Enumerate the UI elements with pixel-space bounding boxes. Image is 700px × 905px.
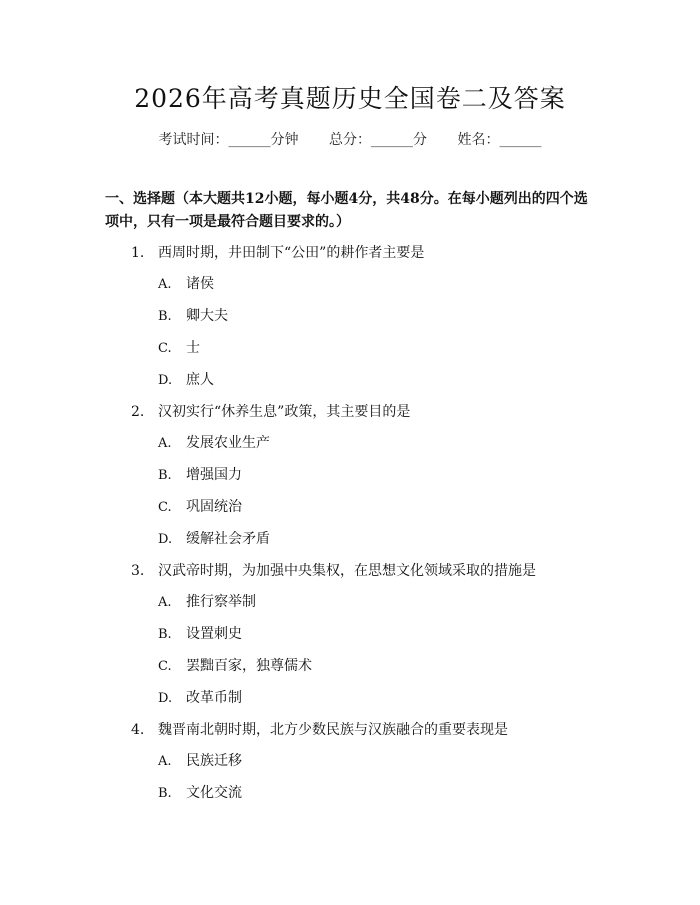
option-text: 文化交流 (186, 785, 242, 801)
question-number: 4. (131, 722, 145, 738)
option-text: 推行察举制 (186, 594, 256, 610)
question-4-option-a (158, 751, 242, 772)
option-text: 发展农业生产 (186, 435, 270, 451)
option-letter: C. (158, 500, 172, 515)
question-3 (131, 561, 536, 581)
option-text: 士 (186, 340, 200, 356)
question-1-option-a (158, 274, 214, 295)
question-number: 2. (131, 404, 145, 420)
question-1-option-b (158, 306, 228, 327)
option-letter: B. (158, 468, 172, 483)
option-text: 增强国力 (186, 467, 242, 483)
option-letter: D. (158, 691, 173, 706)
option-letter: A. (158, 595, 172, 610)
option-text: 改革币制 (186, 690, 242, 706)
question-2-option-a (158, 433, 270, 454)
question-3-option-a (158, 592, 256, 613)
option-letter: D. (158, 373, 173, 388)
question-number: 1. (131, 245, 145, 261)
section-heading: 一、选择题（本大题共12小题，每小题4分，共48分。在每小题列出的四个选项中，只有一项是最符合题目要求的。） (105, 191, 588, 230)
exam-time-field: 考试时间：______分钟 (158, 132, 299, 148)
option-text: 庶人 (186, 372, 214, 388)
question-1 (131, 243, 424, 263)
page-title: 2026年高考真题历史全国卷二及答案 (134, 84, 566, 113)
option-letter: A. (158, 754, 172, 769)
option-text: 缓解社会矛盾 (186, 531, 270, 547)
option-letter: B. (158, 309, 172, 324)
question-text: 汉武帝时期，为加强中央集权，在思想文化领域采取的措施是 (158, 563, 536, 579)
option-letter: C. (158, 659, 172, 674)
option-letter: C. (158, 341, 172, 356)
option-letter: A. (158, 436, 172, 451)
option-text: 卿大夫 (186, 308, 228, 324)
question-text: 汉初实行“休养生息”政策，其主要目的是 (158, 404, 411, 420)
question-2-option-b (158, 465, 242, 486)
option-text: 民族迁移 (186, 753, 242, 769)
question-3-option-b (158, 624, 242, 645)
question-text: 西周时期，井田制下“公田”的耕作者主要是 (158, 245, 425, 261)
option-letter: B. (158, 627, 172, 642)
question-4 (131, 720, 508, 740)
question-3-option-c (158, 656, 312, 677)
question-3-option-d (158, 688, 242, 709)
question-2-option-d (158, 529, 270, 550)
option-letter: D. (158, 532, 173, 547)
question-text: 魏晋南北朝时期，北方少数民族与汉族融合的重要表现是 (158, 722, 508, 738)
question-1-option-c (158, 338, 200, 359)
question-4-option-b (158, 783, 242, 804)
student-name-field: 姓名：______ (457, 132, 542, 148)
exam-info-line (0, 130, 700, 150)
total-score-field: 总分：______分 (329, 132, 427, 148)
option-text: 诸侯 (186, 276, 214, 292)
option-letter: B. (158, 786, 172, 801)
option-text: 巩固统治 (186, 499, 242, 515)
question-2-option-c (158, 497, 242, 518)
question-number: 3. (131, 563, 145, 579)
option-letter: A. (158, 277, 172, 292)
question-2 (131, 402, 410, 422)
question-1-option-d (158, 370, 214, 391)
option-text: 罢黜百家，独尊儒术 (186, 658, 312, 674)
option-text: 设置刺史 (186, 626, 242, 642)
